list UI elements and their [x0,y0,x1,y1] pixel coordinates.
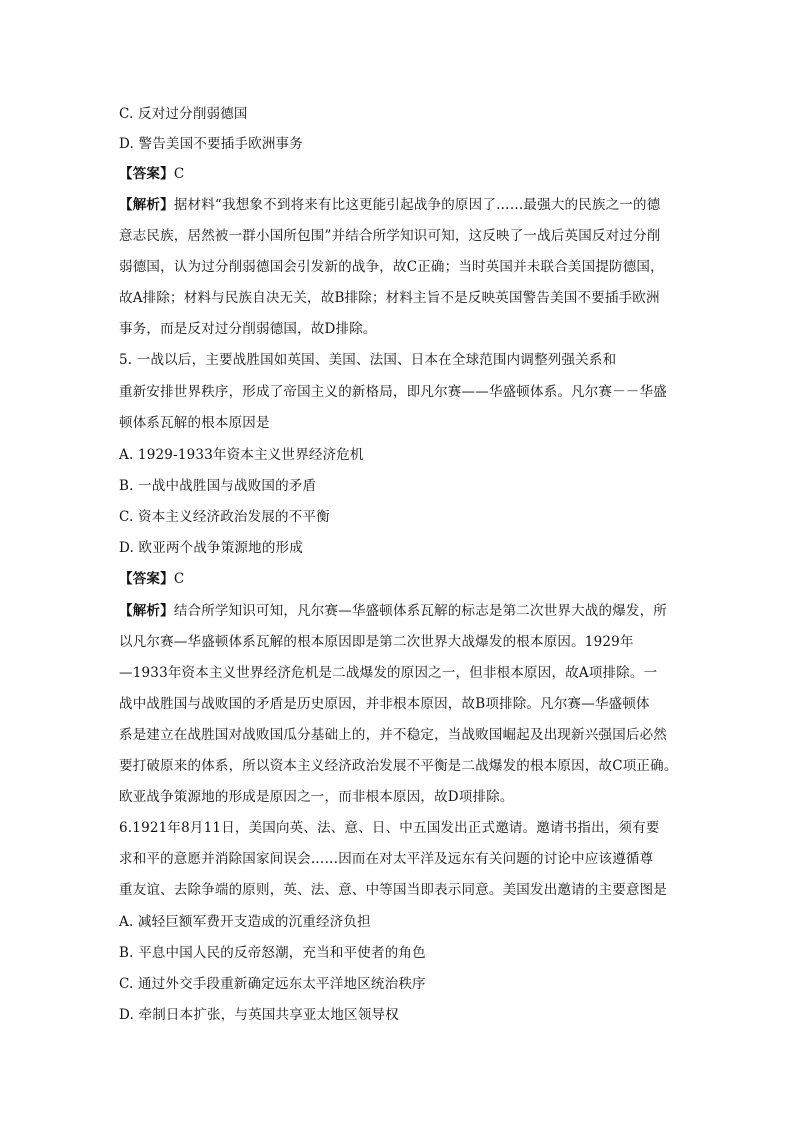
q4-option-d: D. 警告美国不要插手欧洲事务 [119,136,303,152]
q5-analysis-line: 欧亚战争策源地的形成是原因之一，而非根本原因，故D项排除。 [119,789,514,805]
q5-analysis-line: 战中战胜国与战败国的矛盾是历史原因，并非根本原因，故B项排除。凡尔赛—华盛顿体 [119,696,650,712]
q4-analysis-line: 故A排除；材料与民族自决无关，故B排除；材料主旨不是反映英国警告美国不要插手欧洲 [119,290,660,306]
q5-option-b: B. 一战中战胜国与战败国的矛盾 [119,478,317,494]
q4-analysis-line: 【解析】据材料“我想象不到将来有比这更能引起战争的原因了……最强大的民族之一的德 [119,197,661,213]
q6-stem-line: 求和平的意愿并消除国家间误会……因而在对太平洋及远东有关问题的讨论中应该遵循尊 [119,851,654,867]
q5-option-d: D. 欧亚两个战争策源地的形成 [119,540,303,556]
q5-option-a: A. 1929-1933年资本主义世界经济危机 [119,447,364,463]
q5-stem-line: 顿体系瓦解的根本原因是 [119,415,270,431]
q6-stem-line: 6.1921年8月11日，美国向英、法、意、日、中五国发出正式邀请。邀请书指出，须有要 [119,820,660,836]
q5-answer [119,570,184,588]
analysis-label: 【解析】 [119,197,174,213]
q5-stem-line: 5. 一战以后，主要战胜国如英国、美国、法国、日本在全球范围内调整列强关系和 [119,352,617,368]
analysis-label: 【解析】 [119,603,174,619]
q4-analysis-line: 事务，而是反对过分削弱德国，故D排除。 [119,321,377,337]
q5-analysis-line: 要打破原来的体系，所以资本主义经济政治发展不平衡是二战爆发的根本原因，故C项正确。 [119,758,678,774]
q6-option-c: C. 通过外交手段重新确定远东太平洋地区统治秩序 [119,976,426,992]
q5-analysis-line: 以凡尔赛—华盛顿体系瓦解的根本原因即是第二次世界大战爆发的根本原因。1929年 [119,634,634,650]
answer-label: 【答案】 [119,571,174,587]
answer-value: C [173,166,185,182]
answer-label: 【答案】 [119,166,174,182]
q5-stem-line: 重新安排世界秩序，形成了帝国主义的新格局，即凡尔赛——华盛顿体系。凡尔赛－－华盛 [119,384,667,400]
q5-analysis-line: 系是建立在战胜国对战败国瓜分基础上的，并不稳定，当战败国崛起及出现新兴强国后必然 [119,727,667,743]
q5-analysis-line: —1933年资本主义世界经济危机是二战爆发的原因之一，但非根本原因，故A项排除。一 [119,665,658,681]
q5-option-c: C. 资本主义经济政治发展的不平衡 [119,509,330,525]
q6-option-d: D. 牵制日本扩张，与英国共享亚太地区领导权 [119,1007,399,1023]
q4-analysis-line: 弱德国，认为过分削弱德国会引发新的战争，故C正确；当时英国并未联合美国提防德国， [119,259,664,275]
q6-option-b: B. 平息中国人民的反帝怒潮，充当和平使者的角色 [119,945,426,961]
q6-option-a: A. 减轻巨额军费开支造成的沉重经济负担 [119,914,371,930]
q6-stem-line: 重友谊、去除争端的原则，英、法、意、中等国当即表示同意。美国发出邀请的主要意图是 [119,882,667,898]
answer-value: C [173,571,185,587]
q5-analysis-line: 【解析】结合所学知识可知，凡尔赛—华盛顿体系瓦解的标志是第二次世界大战的爆发，所 [119,603,668,619]
q4-analysis-line: 意志民族，居然被一群小国所包围”并结合所学知识可知，这反映了一战后英国反对过分削 [119,228,661,244]
q4-answer [119,165,184,183]
q4-option-c: C. 反对过分削弱德国 [119,106,248,122]
